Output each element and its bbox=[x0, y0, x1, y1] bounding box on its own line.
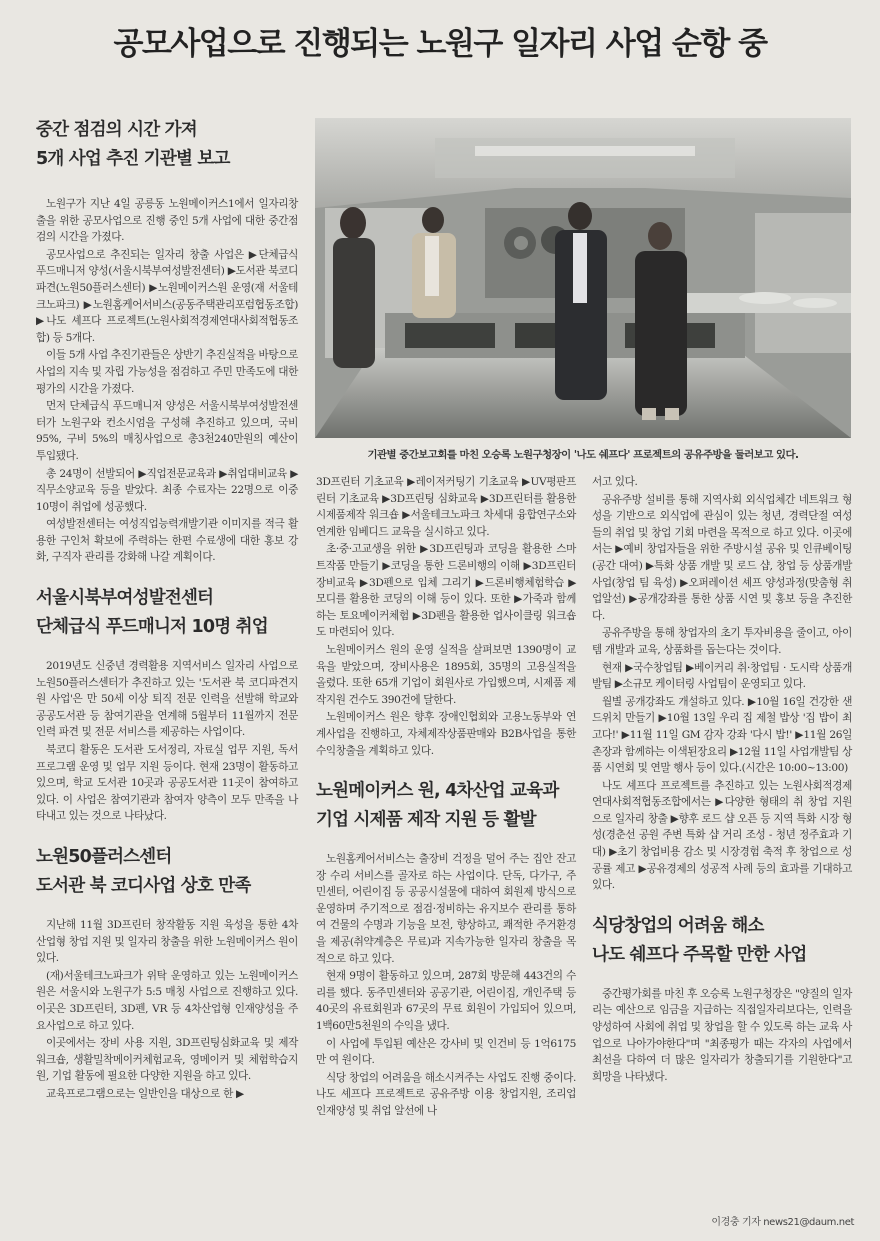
byline: 이경충 기자 news21@daum.net bbox=[711, 1217, 854, 1228]
section3-title-2: 기업 시제품 제작 지원 등 활발 bbox=[316, 810, 536, 831]
section1-title-1: 서울시북부여성발전센터 bbox=[36, 588, 214, 609]
column-1 bbox=[36, 116, 298, 1104]
intro-subhead-2: 5개 사업 추진 기관별 보고 bbox=[36, 149, 230, 169]
col3-para: 서고 있다. bbox=[592, 476, 638, 488]
section2-title-1: 노원50플러스센터 bbox=[36, 847, 172, 867]
photo-caption: 기관별 중간보고회를 마친 오승록 노원구청장이 '나도 쉐프다' 프로젝트의 공유주방을 둘러보고 있다. bbox=[367, 449, 799, 461]
intro-para: 총 24명이 선발되어 ▶직업전문교육과 ▶취업대비교육 ▶직무소양교육 등을 받았다. 최종 수료자는 22명으로 이중 10명이 취업에 성공했다. bbox=[36, 467, 298, 513]
kitchen-photo-illustration bbox=[315, 118, 851, 438]
section3-para: 식당 창업의 어려움을 해소시켜주는 사업도 진행 중이다. 나도 셰프다 프로젝트로 공유주방 이용 창업지원, 조리업 인재양성 및 취업 알선에 나 bbox=[316, 1071, 576, 1117]
section1-para: 북코디 활동은 도서관 도서정리, 자료실 업무 지원, 독서 프로그램 운영 및 업무 지원 등이다. 현재 23명이 활동하고 있으며, 학교 도서관 10곳과 공공도서관 11곳이 참여하고 있다. 이 사업은 참여기관과 참여자 양측이 모두 만족을 나타내고 있는 것으로 나타났다. bbox=[36, 744, 298, 823]
column-3 bbox=[592, 474, 852, 1086]
section2-para: (재)서울테크노파크가 위탁 운영하고 있는 노원메이커스 원은 서울시와 노원구가 5:5 매칭 사업으로 진행하고 있다. 이곳은 3D프린터, 3D펜, VR 등 4차산업형 인재양성을 주요사업으로 하고 있다. bbox=[36, 969, 298, 1032]
section2-title-2: 도서관 북 코디사업 상호 만족 bbox=[36, 876, 251, 896]
section2-para: 교육프로그램으로는 일반인을 대상으로 한 ▶ bbox=[46, 1087, 244, 1100]
section1-title-2: 단체급식 푸드매니저 10명 취업 bbox=[36, 617, 268, 638]
col3-para: 공유주방 설비를 통해 지역사회 외식업체간 네트워크 형성을 기반으로 외식업에 관심이 있는 청년, 경력단절 여성들의 취업 및 창업 기회 마련을 목적으로 하고 있다. 이곳에서는 ▶예비 창업자들을 위한 주방시설 공유 및 인큐베이팅(공간 대여) ▶특화 상품 개발 및 로드 샵, 창업 등 상품개발사업(창업 팀 육성) ▶오퍼레이션 셰프 양성과정(맞춤형 취업알선) ▶공개강좌를 통한 상품 시연 및 홍보 등을 추진한다. bbox=[592, 493, 852, 622]
section4-title-2: 나도 쉐프다 주목할 만한 사업 bbox=[592, 944, 807, 965]
section1-para: 2019년도 신중년 경력활용 지역서비스 일자리 사업으로 노원50플러스센터가 추진하고 있는 '도서관 북 코디파견지원 사업'은 만 50세 이상 퇴직 전문 인력을 선발해 학교와 공공도서관 등 참여기관을 연계해 5월부터 11월까지 전문 인력 파견 및 전문 서비스를 제공하는 사업이다. bbox=[36, 660, 298, 739]
section3-para: 이 사업에 투입된 예산은 강사비 및 인건비 등 1억6175만 여 원이다. bbox=[316, 1037, 576, 1067]
section4-title-1: 식당창업의 어려움 해소 bbox=[592, 915, 764, 936]
intro-para: 여성발전센터는 여성직업능력개발기관 이미지를 적극 활용한 구인처 확보에 주력하는 한편 수료생에 대한 홍보 강화, 구직자 관리를 강화해 나갈 계획이다. bbox=[36, 518, 298, 564]
col3-para: 월별 공개강좌도 개설하고 있다. ▶10월 16일 건강한 샌드위치 만들기 ▶10월 13일 우리 집 제철 밥상 '집 밥이 최고다!' ▶11월 11일 GM 감자 강좌 '다시 밥!' ▶11월 26일 촌장과 함께하는 이색된장요리 ▶12월 11일 사업개발팀 상품 시연회 및 연말 행사 등이 있다.(시간은 10:00~13:00) bbox=[592, 695, 852, 775]
intro-para: 먼저 단체급식 푸드매니저 양성은 서울시북부여성발전센터가 노원구와 컨소시엄을 구성해 추진하고 있으며, 국비 95%, 구비 5%의 매칭사업으로 총3천240만원의 예산이 투입됐다. bbox=[36, 400, 298, 462]
kitchen-photo bbox=[315, 118, 851, 438]
section3-para: 노원홈케어서비스는 출장비 걱정을 덜어 주는 집안 잔고장 수리 서비스를 골자로 하는 사업이다. 단독, 다가구, 주민센터, 어린이집 등 공공시설물에 대하여 회원제 방식으로 운영하며 주기적으로 점검·정비하는 유지보수 관리를 통하여 건물의 수명과 기능을 보전, 향상하고, 쾌적한 주거환경을 제공(취약계층은 무료)과 지속가능한 일자리 창출을 목적으로 하고 있다. bbox=[316, 853, 576, 965]
intro-para: 노원구가 지난 4일 공릉동 노원메이커스1에서 일자리창출을 위한 공모사업으로 진행 중인 5개 사업에 대한 중간점검의 시간을 가졌다. bbox=[36, 198, 298, 244]
col3-para: 공유주방을 통해 창업자의 초기 투자비용을 줄이고, 아이템 개발과 교육, 상품화를 돕는다는 것이다. bbox=[592, 627, 852, 656]
section2-para: 이곳에서는 장비 사용 지원, 3D프린팅심화교육 및 제작워크숍, 생활밀착메이커체험교육, 영메이커 및 체험학습지원, 기업 활동에 필요한 다양한 지원을 하고 있다. bbox=[36, 1037, 298, 1083]
col2-para: 초·중·고교생을 위한 ▶3D프린팅과 코딩을 활용한 스마트작품 만들기 ▶코딩을 통한 드론비행의 이해 ▶3D프린터 장비교육 ▶3D펜으로 입체 그리기 ▶드론비행체험학습 ▶모디를 활용한 코딩의 이해 등이 있다. 또한 ▶가죽과 함께하는 토요메이커체험 ▶3D펜을 활용한 업사이클링 워크숍도 마련되어 있다. bbox=[316, 543, 576, 639]
section3-title-1: 노원메이커스 원, 4차산업 교육과 bbox=[316, 781, 559, 802]
intro-para: 이들 5개 사업 추진기관들은 상반기 추진실적을 바탕으로 사업의 지속 및 자립 가능성을 점검하고 주민 만족도에 대한 평가의 시간을 가졌다. bbox=[36, 349, 298, 395]
col2-para: 노원메이커스 원은 향후 장애인협회와 고용노동부와 연계사업을 진행하고, 자체제작상품판매와 B2B사업을 통한 수익창출을 계획하고 있다. bbox=[316, 711, 576, 757]
col2-para: 3D프린터 기초교육 ▶레이저커팅기 기초교육 ▶UV평판프린터 기초교육 ▶3D프린팅 심화교육 ▶3D프린터를 활용한 시제품제작 워크숍 ▶서울테크노파크 차세대 융합연구소와 연계한 임베디드 교육을 실시하고 있다. bbox=[316, 476, 576, 538]
section4-para: 중간평가회를 마친 후 오승록 노원구청장은 "양질의 일자리는 예산으로 임금을 지급하는 직접일자리보다는, 인력을 양성하여 사회에 취업 및 창업을 할 수 있도록 하는 교육 사업으로 나아가야한다"며 "최종평가 때는 각자의 사업에서 최선을 다하여 더 많은 일자리가 창출되기를 기원한다"고 희망을 나타냈다. bbox=[592, 987, 852, 1083]
intro-subhead-1: 중간 점검의 시간 가져 bbox=[36, 120, 197, 140]
section3-para: 현재 9명이 활동하고 있으며, 287회 방문해 443건의 수리를 했다. 동주민센터와 공공기관, 어린이집, 개인주택 등 40곳의 유료회원과 67곳의 무료 회원이 가입되어 있으며, 1백60만5천원의 수익을 냈다. bbox=[316, 970, 576, 1033]
column-2 bbox=[316, 474, 576, 1121]
section2-para: 지난해 11월 3D프린터 창작활동 지원 육성을 통한 4차산업형 창업 지원 및 일자리 창출을 위한 노원메이커스 원이 있다. bbox=[36, 919, 298, 965]
col3-para: 현재 ▶국수창업팀 ▶베이커리 취·창업팀 · 도시락 상품개발팀 ▶소규모 케이터링 사업팀이 운영되고 있다. bbox=[592, 661, 852, 691]
headline: 공모사업으로 진행되는 노원구 일자리 사업 순항 중 bbox=[113, 26, 767, 62]
col2-para: 노원메이커스 원의 운영 실적을 살펴보면 1390명이 교육을 받았으며, 장비사용은 1895회, 35명의 고용실적을 올렸다. 또한 65개 기업이 회원사로 가입했으며, 시제품 제작지원 건수도 390건에 달한다. bbox=[316, 643, 576, 706]
intro-para: 공모사업으로 추진되는 일자리 창출 사업은 ▶단체급식 푸드매니저 양성(서울시북부여성발전센터) ▶도서관 북코디 파견(노원50플러스센터) ▶노원메이커스원 운영(재 서울테크노파크) ▶노원홈케어서비스(공동주택관리포럼협동조합) ▶나도 셰프다 프로젝트(노원사회적경제연대사회적협동조합) 등 5개다. bbox=[36, 248, 298, 344]
col3-para: 나도 셰프다 프로젝트를 추진하고 있는 노원사회적경제연대사회적협동조합에서는 ▶다양한 형태의 취 창업 지원으로 일자리 창출 ▶향후 로드 샵 오픈 등 지역 특화 시장 형성(경춘선 공원 주변 특화 샵 거리 조성 - 청년 정주효과 기대) ▶초기 창업비용 감소 및 시장경험 축적 후 창업으로 성공률 제고 ▶공유경제의 성공적 사례 등의 효과를 기대하고 있다. bbox=[592, 779, 852, 892]
